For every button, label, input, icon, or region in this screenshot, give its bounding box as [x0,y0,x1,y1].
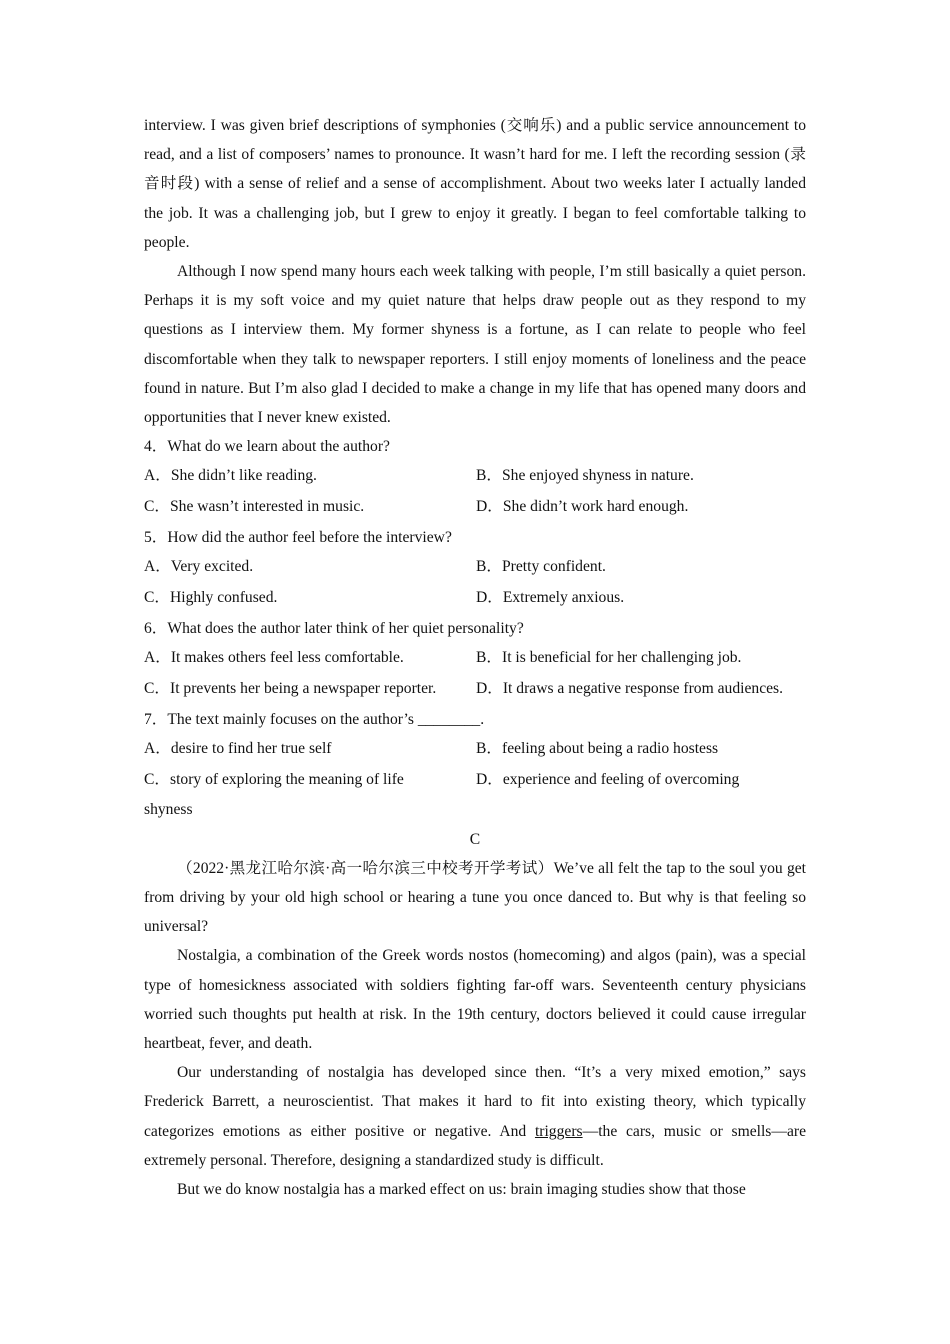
question-stem: 4．What do we learn about the author? [144,438,390,456]
paragraph-text: We’ve all felt the tap to the soul you get from driving by your old high school or hearing a tune you once danced to. But why is that feeling so universal? [144,859,806,936]
question-stem: 5．How did the author feel before the interview? [144,529,452,547]
question-options [144,552,806,614]
option-a[interactable]: A．She didn’t like reading. [144,467,317,485]
underlined-word: triggers [534,1122,583,1140]
option-c[interactable]: C．It prevents her being a newspaper reporter. [144,679,437,697]
passage-b-paragraph-1: interview. I was given brief descriptions of symphonies (交响乐) and a public service announcement to read, and a list of composers’ names to pronounce. It wasn’t hard for me. I left the recording session (录音时段) with a sense of relief and a sense of accomplishment. About two weeks later I actually landed the job. It was a challenging job, but I grew to enjoy it greatly. I began to feel comfortable talking to people. [144,117,806,251]
option-a[interactable]: A．desire to find her true self [144,739,332,757]
section-label: C [469,830,481,848]
question-options [144,643,806,705]
question-7 [144,705,806,825]
passage-c-paragraph-4: But we do know nostalgia has a marked effect on us: brain imaging studies show that those [177,1181,746,1199]
option-a[interactable]: A．Very excited. [144,558,254,576]
question-5 [144,523,806,614]
question-stem: 6．What does the author later think of her quiet personality? [144,619,524,637]
option-d-continuation: shyness [144,801,193,819]
option-d[interactable]: D．It draws a negative response from audiences. [476,679,784,697]
question-stem: 7．The text mainly focuses on the author’s ________. [144,710,485,728]
option-a[interactable]: A．It makes others feel less comfortable. [144,649,404,667]
question-6 [144,614,806,705]
option-b[interactable]: B．feeling about being a radio hostess [476,739,719,757]
option-b[interactable]: B．She enjoyed shyness in nature. [476,467,694,485]
question-4 [144,432,806,523]
paragraph-text: —the cars, music or smells—are extremely personal. Therefore, designing a standardized study is difficult. [144,1122,806,1169]
option-b[interactable]: B．Pretty confident. [476,558,606,576]
exam-page [144,111,806,1204]
question-options [144,461,806,523]
passage-c-paragraph-1 [144,854,806,942]
paragraph-text: Our understanding of nostalgia has developed since then. “It’s a very mixed emotion,” says Frederick Barrett, a neuroscientist. That makes it hard to fit into existing theory, which typically categorizes emotions as either positive or negative. And [144,1064,806,1140]
option-d[interactable]: D．She didn’t work hard enough. [476,498,689,516]
source-note: （2022·黑龙江哈尔滨·高一哈尔滨三中校考开学考试） [177,859,554,877]
option-b[interactable]: B．It is beneficial for her challenging job. [476,649,742,667]
option-d[interactable]: D．experience and feeling of overcoming [476,770,740,788]
option-c[interactable]: C．story of exploring the meaning of life [144,770,404,788]
option-c[interactable]: C．She wasn’t interested in music. [144,498,365,516]
option-d[interactable]: D．Extremely anxious. [476,589,625,607]
passage-b-paragraph-2: Although I now spend many hours each week talking with people, I’m still basically a quiet person. Perhaps it is my soft voice and my quiet nature that helps draw people out as they respond to my questions as I interview them. My former shyness is a fortune, as I can relate to people who feel discomfortable when they talk to newspaper reporters. I still enjoy moments of loneliness and the peace found in nature. But I’m also glad I decided to make a change in my life that has opened many doors and opportunities that I never knew existed. [144,263,806,427]
option-c[interactable]: C．Highly confused. [144,589,278,607]
passage-c-paragraph-3 [144,1058,806,1175]
question-options [144,734,806,796]
passage-c-paragraph-2: Nostalgia, a combination of the Greek words nostos (homecoming) and algos (pain), was a special type of homesickness associated with soldiers fighting far-off wars. Seventeenth century physicians worried such thoughts put health at risk. In the 19th century, doctors believed it could cause irregular heartbeat, fever, and death. [144,947,806,1053]
